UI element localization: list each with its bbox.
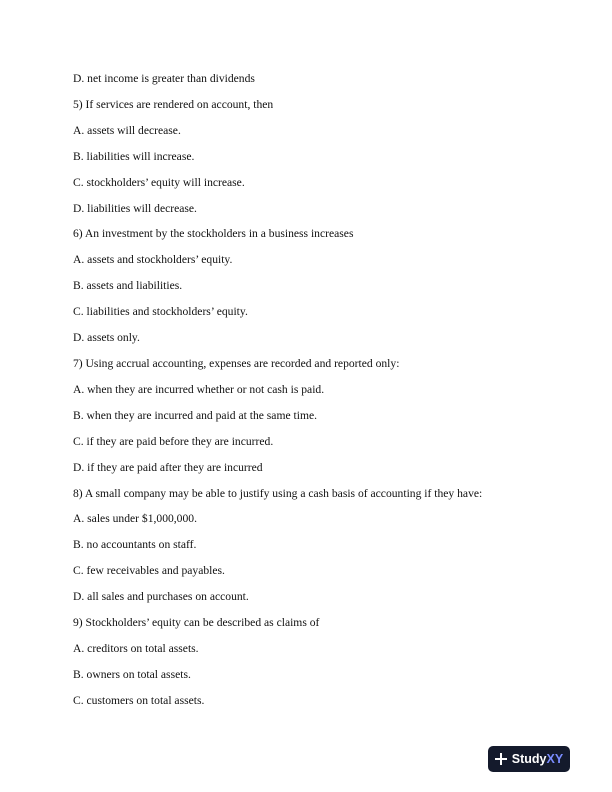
answer-option-6a: A. assets and stockholders’ equity.: [73, 253, 233, 267]
answer-option-9a: A. creditors on total assets.: [73, 641, 199, 655]
answer-option-7a: A. when they are incurred whether or not cash is paid.: [73, 382, 325, 396]
answer-option-6d: D. assets only.: [73, 331, 140, 345]
studyxy-logo[interactable]: [488, 746, 570, 772]
answer-option-7d: D. if they are paid after they are incurred: [73, 460, 263, 474]
answer-option-9c: C. customers on total assets.: [73, 693, 205, 707]
question-8: 8) A small company may be able to justify using a cash basis of accounting if they have:: [73, 486, 483, 500]
answer-option-5a: A. assets will decrease.: [73, 123, 181, 137]
answer-option-5d: D. liabilities will decrease.: [73, 201, 197, 215]
answer-option-6b: B. assets and liabilities.: [73, 279, 183, 293]
answer-option-5b: B. liabilities will increase.: [73, 149, 195, 163]
answer-option-7b: B. when they are incurred and paid at the same time.: [73, 408, 318, 422]
question-7: 7) Using accrual accounting, expenses are recorded and reported only:: [73, 356, 400, 370]
question-9: 9) Stockholders’ equity can be described as claims of: [73, 616, 320, 630]
plus-icon: [495, 753, 507, 765]
answer-option-7c: C. if they are paid before they are incurred.: [73, 434, 274, 448]
question-5: 5) If services are rendered on account, then: [73, 97, 274, 111]
logo-text-main: Study: [511, 752, 547, 766]
answer-option-8b: B. no accountants on staff.: [73, 538, 197, 552]
question-6: 6) An investment by the stockholders in a business increases: [73, 227, 354, 241]
answer-option-5c: C. stockholders’ equity will increase.: [73, 175, 245, 189]
logo-text-accent: XY: [546, 752, 564, 766]
document-body: [73, 66, 553, 714]
answer-option-8a: A. sales under $1,000,000.: [73, 512, 197, 526]
answer-option-4d: D. net income is greater than dividends: [73, 72, 255, 85]
answer-option-6c: C. liabilities and stockholders’ equity.: [73, 305, 248, 319]
answer-option-8d: D. all sales and purchases on account.: [73, 590, 249, 604]
logo-text: [512, 752, 563, 766]
answer-option-9b: B. owners on total assets.: [73, 667, 191, 681]
answer-option-8c: C. few receivables and payables.: [73, 564, 225, 578]
